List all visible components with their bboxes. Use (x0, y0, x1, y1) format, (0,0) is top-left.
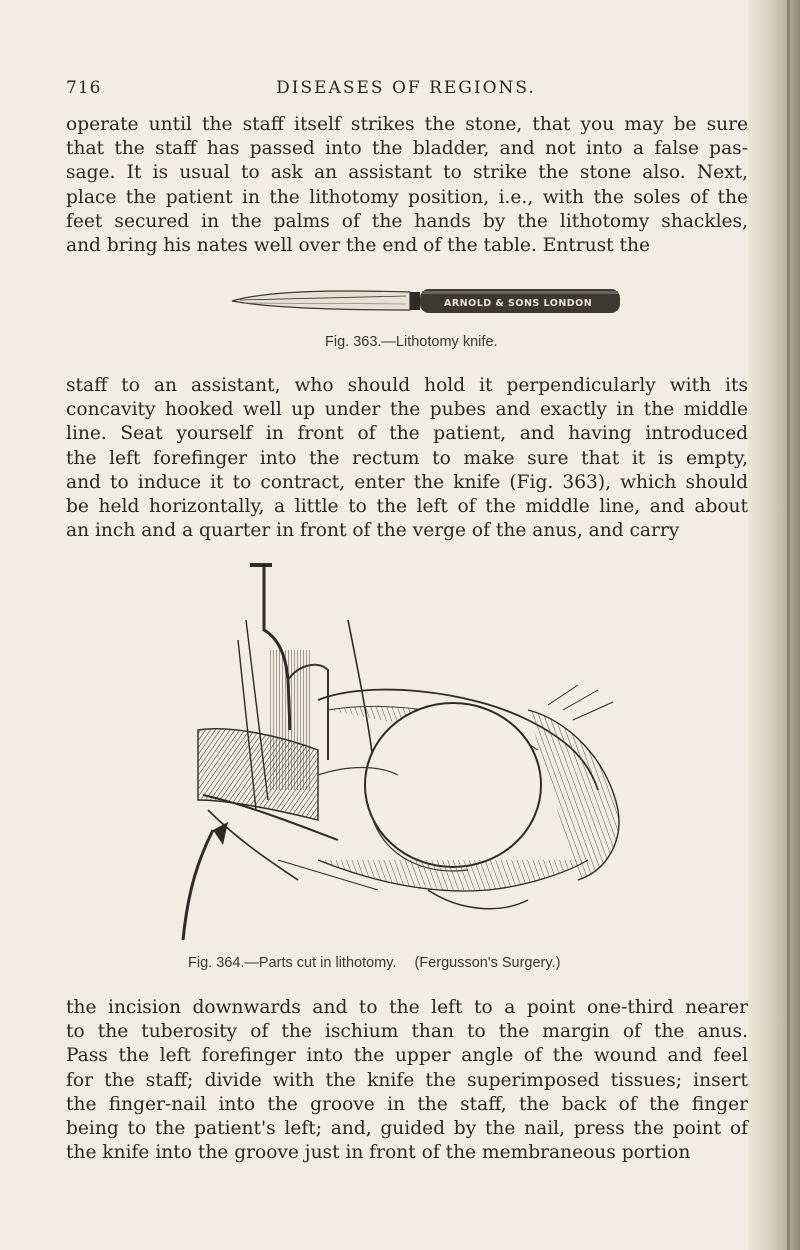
text-line: the finger-nail into the groove in the staff, the back of the finger (66, 1093, 748, 1115)
figure-363-caption: Fig. 363.—Lithotomy knife. (325, 334, 498, 350)
page-number: 716 (66, 78, 102, 98)
text-line: be held horizontally, a little to the left of the middle line, and about (66, 496, 748, 518)
text-line: sage. It is usual to ask an assistant to strike the stone also. Next, (66, 162, 748, 184)
text-line: to the tuberosity of the ischium than to the margin of the anus. (66, 1021, 748, 1043)
paragraph-3 (66, 996, 748, 1165)
text-line: and to induce it to contract, enter the knife (Fig. 363), which should (66, 471, 748, 493)
running-head: DISEASES OF REGIONS. (276, 78, 536, 98)
page-header (66, 78, 746, 100)
lithotomy-knife-illustration (230, 282, 630, 318)
figure-364-caption (188, 955, 560, 971)
text-line: that the staff has passed into the bladder, and not into a false pas- (66, 138, 748, 160)
figure-364-title: Fig. 364.—Parts cut in lithotomy. (188, 955, 397, 971)
text-line: the incision downwards and to the left to a point one-third nearer (66, 997, 748, 1018)
text-line: operate until the staff itself strikes the stone, that you may be sure (66, 114, 748, 135)
text-line: concavity hooked well up under the pubes and exactly in the middle (66, 399, 748, 421)
text-line: the knife into the groove just in front of the membraneous portion (66, 1142, 691, 1164)
text-line: line. Seat yourself in front of the patient, and having introduced (66, 423, 748, 445)
text-line: Pass the left forefinger into the upper angle of the wound and feel (66, 1045, 748, 1067)
maker-mark: ARNOLD & SONS LONDON (444, 298, 593, 309)
page-edge (748, 0, 800, 1250)
text-line: being to the patient's left; and, guided by the nail, press the point of (66, 1118, 748, 1140)
text-line: for the staff; divide with the knife the superimposed tissues; insert (66, 1069, 748, 1091)
paragraph-1 (66, 113, 748, 258)
text-line: and bring his nates well over the end of the table. Entrust the (66, 235, 650, 257)
text-line: an inch and a quarter in front of the verge of the anus, and carry (66, 520, 680, 542)
paragraph-2 (66, 374, 748, 543)
text-line: the left forefinger into the rectum to make sure that it is empty, (66, 447, 748, 469)
text-line: staff to an assistant, who should hold it perpendicularly with its (66, 375, 748, 396)
lithotomy-anatomy-engraving (168, 560, 688, 950)
text-line: feet secured in the palms of the hands by the lithotomy shackles, (66, 210, 748, 232)
figure-364-source: (Fergusson's Surgery.) (414, 955, 561, 971)
text-line: place the patient in the lithotomy position, i.e., with the soles of the (66, 186, 748, 208)
